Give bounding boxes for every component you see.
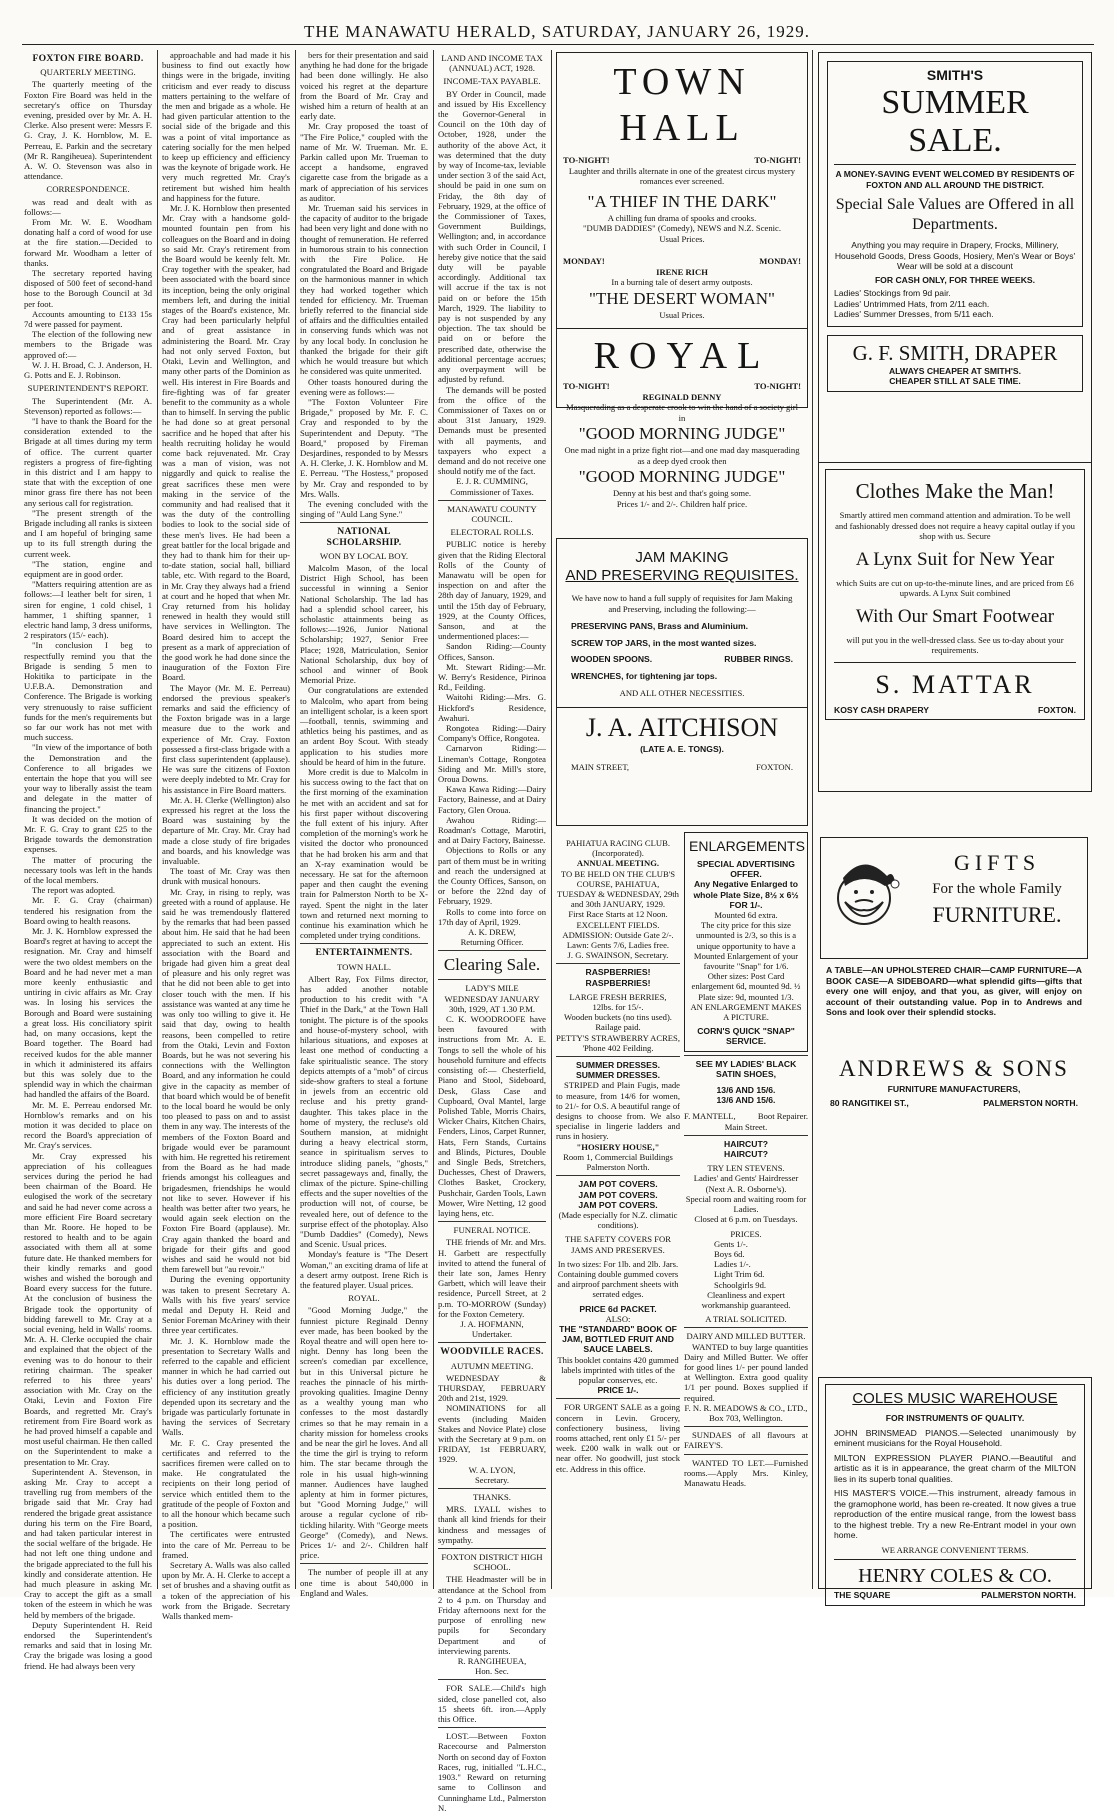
divider xyxy=(684,1135,808,1136)
advert-text: "HOSIERY HOUSE," xyxy=(576,1141,660,1152)
subheadline: SUPERINTENDENT'S REPORT. xyxy=(27,383,149,394)
advert-heading: DAIRY AND MILLED BUTTER. xyxy=(686,1331,806,1342)
paragraph: The toast of Mr. Cray was then drunk with musical honours. xyxy=(162,866,290,887)
monday-label: MONDAY! xyxy=(563,256,605,266)
advert-text: 13/6 AND 15/6. xyxy=(716,1095,776,1106)
divider xyxy=(684,1426,808,1427)
paragraph: Monday's feature is "The Desert Woman," an exciting drama of life at a desert army outpost. Irene Rich is the featured player. Usual prices. xyxy=(300,1249,428,1290)
divider xyxy=(684,1327,808,1328)
town-hall-title: TOWN HALL xyxy=(613,61,751,149)
draper-tagline: ALWAYS CHEAPER AT SMITH'S. xyxy=(888,365,1022,376)
subheadline: WON BY LOCAL BOY. xyxy=(319,550,409,561)
paragraph: was read and dealt with as follows:— xyxy=(24,196,152,217)
signature-title: Undertaker. xyxy=(471,1329,513,1340)
film-title: "GOOD MORNING JUDGE" xyxy=(578,467,786,486)
paragraph: Accounts amounting to £133 15s 7d were passed for payment. xyxy=(24,308,152,330)
column-3 xyxy=(300,50,428,1598)
advert-text: will put you in the well-dressed class. See us to-day about your requirements. xyxy=(846,634,1064,655)
paragraph: Deputy Superintendent H. Reid endorsed the Superintendent's remarks and said that in losing Mr. Cray the brigade was losing a good friend. He had always been very xyxy=(24,1619,152,1671)
advert-text: A TABLE—AN UPHOLSTERED CHAIR—CAMP FURNITURE—A BOOK CASE—A SIDEBOARD—what splendid gifts—gifts that every one will enjoy, and that you, as giver, will enjoy on account of their outstanding value. Pop in to Andrews and Sons and look over their splendid stocks. xyxy=(826,965,1082,1017)
advert-heading: JAM POT COVERS. xyxy=(578,1179,658,1190)
advert-heading: SEE MY LADIES' BLACK SATIN SHOES, xyxy=(695,1058,797,1079)
monday-label: MONDAY! xyxy=(759,256,801,266)
advert-heading: JAM MAKING xyxy=(635,549,729,566)
paragraph: "In conclusion I beg to respectfully remind you that the Brigade is sending 5 men to Hokitika to participate in the U.F.B.A. Demonstration and Conference. The Brigade is working very strenuously to raise sufficient funds for the men's requirements but so far our work has not met with much success. xyxy=(24,640,152,743)
merchant-late: (LATE A. E. TONGS). xyxy=(640,743,724,754)
merchant-street: MAIN STREET, xyxy=(571,762,630,772)
sale-item: Ladies' Untrimmed Hats, from 2/11 each. xyxy=(834,298,990,309)
divider xyxy=(556,1175,680,1176)
paragraph: Rongotea Riding:—Dairy Company's Office, Rongotea. xyxy=(438,723,546,744)
paragraph: Albert Ray, Fox Films director, has added another notable production to his credit with "A Thief in the Dark," at the Town Hall tonight. The picture is of the spooks and house-of-mystery school, with hilarious situations, and exposes at least one method of conducting a fake spiritualistic seance. The story depicts attempts of a "mob" of circus side-show grafters to steal a fortune in jewels from an eccentric old recluse and his pretty grand-daughter. This takes place in the home of mystery, the recluse's old Southern mansion, at midnight during a heavy electrical storm, seance in spiritualism serves to introduce sliding panels, "ghosts," secret passageways and, finally, the climax of the picture. Spine-chilling effects and the super novelties of the production will not, of course, be revealed here, out of defence to the surprise effect of the photoplay. Also "Dumb Daddies" (Comedy), News and Scenic. Usual prices. xyxy=(300,973,428,1250)
merchant-town: PALMERSTON NORTH. xyxy=(983,1098,1078,1109)
divider xyxy=(438,500,546,501)
advert-text: Laughter and thrills alternate in one of the greatest circus mystery romances ever screened. xyxy=(568,165,796,186)
merchant-name: J. A. AITCHISON xyxy=(585,712,779,742)
merchant-town: FOXTON. xyxy=(1037,704,1076,715)
paragraph: Our congratulations are extended to Malcolm, who apart from being an intelligent scholar, is a keen sport—football, tennis, swimming and athletics being his pastimes, and as an ardent Boy Scout. With steady application to his studies more should be heard of him in the future. xyxy=(300,685,428,767)
merchant-town: FOXTON. xyxy=(756,762,793,772)
paragraph: "I have to thank the Board for the consideration extended to the Brigade at all times during my term of office. The current quarter registers a progress of fire-fighting in this district and I am happy to state that with the exception of one minor grass fire there has not been any serious call for registration. xyxy=(24,415,152,508)
merchant-subtitle: Boot Repairer. xyxy=(757,1111,808,1122)
paragraph: Rolls to come into force on 17th day of April, 1929. xyxy=(438,906,546,927)
signature-title: Commissioner of Taxes. xyxy=(450,486,534,497)
advert-text: 13/6 AND 15/6. xyxy=(716,1085,776,1096)
paragraph: The demands will be posted from the office of the Commissioner of Taxes on or about 31st January, 1929. Demands must be presented with all payments, and taxpayers who expect a demand and do not receive one should notify me of the fact. xyxy=(438,384,546,477)
advert-text: In a burning tale of desert army outposts. xyxy=(611,277,753,287)
paragraph: FOR URGENT SALE as a going concern in Levin. Grocery, confectionery business, living rooms attached, rent only £1 5/- per week. £200 walk in walk out or near offer. No goodwill, just stock etc. Address in this office. xyxy=(556,1402,680,1474)
advert-text: HIS MASTER'S VOICE.—This instrument, already famous in the gramophone world, has been re-created. It now gives a true reproduction of the entire musical range, from the lowest bass to the highest treble. Try a new Re-Entrant model in your own home. xyxy=(834,1488,1076,1540)
paragraph: Mr. Trueman said his services in the capacity of auditor to the brigade had been very light and done with no thought of remuneration. He referred in humorous strain to his connection with the Fire Police. He congratulated the Board and Brigade on the harmonious manner in which they had worked together which tended for efficiency. Mr. Trueman briefly referred to the financial side of affairs and the difficulties entailed in conserving funds which was not by any local body. In conclusion he thanked the brigade for their gift which he would treasure but which he considered was quite unmerited. xyxy=(300,203,428,377)
paragraph: Superintendent A. Stevenson, in asking Mr. Cray to accept a travelling rug from members of the brigade said that Mr. Cray had rendered the brigade great assistance during his term on the Fire Board, and had taken particular interest in the social welfare of the brigade. He had not left one thing undone and the brigade appreciated to the full his kindly and considerate attention. He had much pleasure in asking Mr. Cray to accept the gift as a small token of the esteem in which he was held by members of the brigade. xyxy=(24,1466,152,1620)
santa-claus-icon xyxy=(829,852,899,928)
paragraph: "Good Morning Judge," the funniest picture Reginald Denny ever made, has been booked by the Royal theatre and will open here to-night. Denny has long been the screen's comedian par excellence, but in this Universal picture he reaches the pinnacle of his mirth-provoking qualities. Imagine Denny as a wealthy young man who confesses to the most dastardly crimes so that he may remain in a charity mission for homeless crooks and be near the girl he loves. And all the time the girl is trying to reform him. The star became through the role in his usual high-winning manner. Audiences have laughed aplenty at him in former pictures, but "Good Morning Judge," will arouse a regular cyclone of rib-tickling hilarity. With "George meets George" (Comedy), and News. Prices 1/- and 2/-. Children half price. xyxy=(300,1305,428,1561)
jam-making-advert xyxy=(556,538,808,826)
divider xyxy=(438,979,546,980)
paragraph: Mr. J. K. Hornblow made the presentation to Secretary Walls and referred to the capable and efficient manner in which he had carried out his duties over a long period. The efficiency of any institution greatly depended upon its secretary and the brigade was particularly fortunate in having the services of Secretary Walls. xyxy=(162,1335,290,1438)
advert-text: (Made especially for N.Z. climatic conditions). xyxy=(558,1209,678,1231)
advert-text: MILTON EXPRESSION PLAYER PIANO.—Beautiful and artistic as it is in appearance, the great charm of the MILTON lies in its superb tonal qualities. xyxy=(834,1452,1076,1484)
tonight-label: TO-NIGHT! xyxy=(563,381,610,391)
tonight-label: TO-NIGHT! xyxy=(563,155,610,165)
column-rule xyxy=(551,50,552,1589)
advert-heading: JAM POT COVERS. xyxy=(578,1199,658,1210)
paragraph: The matter of procuring the necessary tools was left in the hands of the local members. xyxy=(24,854,152,886)
advert-heading: AND PRESERVING REQUISITES. xyxy=(565,567,799,584)
advert-heading: HAIRCUT? xyxy=(724,1138,768,1149)
advert-text: AN ENLARGEMENT MAKES A PICTURE. xyxy=(690,1001,802,1023)
advert-text: PRICE 1/-. xyxy=(597,1385,639,1396)
store-name: SMITH'S xyxy=(926,67,984,83)
price-item: Schoolgirls 9d. xyxy=(714,1279,767,1290)
advert-text: Wooden buckets (no tins used). Railage paid. xyxy=(564,1012,672,1033)
advert-heading: GIFTS xyxy=(953,850,1041,875)
advert-text: A chilling fun drama of spooks and crooks. xyxy=(607,212,757,223)
paragraph: Secretary A. Walls was also called upon by Mr. A. H. Clerke to accept a set of brushes and a shaving outfit as a token of the appreciation of his work from the Brigade. Secretary Walls thanked mem- xyxy=(162,1560,290,1622)
advert-text: Mounted 6d extra. xyxy=(714,910,778,921)
paragraph: bers for their presentation and said anything he had done for the brigade had been done willingly. He also voiced his regret at the departure from the Board of Mr. Cray and wished him a return of health at an early date. xyxy=(300,50,428,122)
signature-title: Returning Officer. xyxy=(460,937,524,948)
signature-title: Secretary. xyxy=(474,1474,510,1485)
signature: E. J. R. CUMMING, xyxy=(456,476,528,487)
advert-subheading: FOR INSTRUMENTS OF QUALITY. xyxy=(885,1413,1025,1423)
masthead: THE MANAWATU HERALD, SATURDAY, JANUARY 26, 1929. xyxy=(304,22,810,41)
paragraph: Objections to Rolls or any part of them must be in writing and reach the undersigned at the County Offices, Sanson, on or before the 22nd day of February, 1929. xyxy=(438,845,546,907)
star-name: IRENE RICH xyxy=(656,266,708,277)
paragraph: From Mr. W. E. Woodham donating half a cord of wood for use at the fire station.—Decided to forward Mr. Woodham a letter of thanks. xyxy=(24,217,152,268)
advert-text: Closed at 6 p.m. on Tuesdays. xyxy=(694,1214,798,1225)
divider xyxy=(438,1548,546,1549)
paragraph: Mr. Cray, in rising to reply, was greeted with a round of applause. He said he was tremendously flattered by the remarks that had been passed about him. He said that he had been appreciated to such an extent. His association with the Board and brigade had given him a great deal of pleasure and his only regret was that he did not been able to get into closer touch with the men. If his assistance was wanted at any time he was only too willing to give it. He said that day, owing to health reasons, been compelled to retire from the Otaki, Levin and Foxton Boards, but he was not severing his connections with the Wellington Board, and any information he could give in the capacity as member of that board which would be of benefit to the local board he would be only too pleased to pass on and to assist them in any way. The interests of the members of the Foxton Board and brigade would ever be paramount with him. He regretted his retirement from the Board as he had made friends amongst his colleagues and brigadesmen, friendships he would not like to sever. However if his health was better after two years, he would again seek election on the Foxton Fire Board (applause). Mr. Cray again thanked the board and brigade for their gifts and good wishes and said he would not bid them farewell but "au revoir." xyxy=(162,886,290,1275)
sale-body: Anything you may require in Drapery, Frocks, Millinery, Household Goods, Dress Goods, Hosiery, Men's Wear or Boys' Wear will be sold at a discount xyxy=(834,240,1076,271)
clothes-make-the-man-advert xyxy=(818,462,1092,792)
divider xyxy=(438,1727,546,1728)
advert-text: PETTY'S STRAWBERRY ACRES, 'Phone 402 Feilding. xyxy=(556,1032,680,1053)
advert-heading: SUMMER DRESSES. xyxy=(575,1070,661,1081)
advert-heading: With Our Smart Footwear xyxy=(855,605,1055,627)
paragraph: "The Foxton Volunteer Fire Brigade," proposed by Mr. F. C. Cray and responded to by the Superintendent and Deputy. "The Board," proposed by Fireman Desjardines, responded to by Messrs A. H. Clerke, J. K. Hornblow and M. E. Perreau. "The Hostess," proposed by Mr. Cray and responded to by Mrs. Walls. xyxy=(300,396,428,499)
price-item: Ladies 1/-. xyxy=(714,1259,751,1270)
paragraph: "The station, engine and equipment are in good order. xyxy=(24,558,152,579)
subheadline: MANAWATU COUNTY COUNCIL. xyxy=(447,503,537,524)
headline: WOODVILLE RACES. xyxy=(440,1346,544,1358)
advert-heading: COLES MUSIC WAREHOUSE xyxy=(852,1390,1058,1407)
film-title: "A THIEF IN THE DARK" xyxy=(587,191,777,211)
sale-title: SUMMER SALE. xyxy=(881,84,1029,159)
paragraph: During the evening opportunity was taken to present Secretary A. Walls with his five years' service medal and Deputy H. Reid and Senior Foreman McAriney with their three year certificates. xyxy=(162,1274,290,1336)
advert-text: Usual Prices. xyxy=(659,233,705,244)
paragraph: W. J. H. Broad, C. J. Anderson, H. G. Potts and E. J. Robinson. xyxy=(24,359,152,381)
product-line: WRENCHES, for tightening jar tops. xyxy=(571,670,718,681)
advert-text: A TRIAL SOLICITED. xyxy=(705,1314,787,1325)
divider xyxy=(556,963,680,964)
subheadline: THANKS. xyxy=(473,1492,511,1503)
paragraph: LOST.—Between Foxton Racecourse and Palmerston North on second day of Foxton Races, rug, initialled "L.H.C., 1903." Reward on returning same to Collinson and Cunninghame Ltd., Palmerston N. xyxy=(438,1731,546,1813)
paragraph: THE friends of Mr. and Mrs. H. Garbett are respectfully invited to attend the funeral of their late son, James Henry Garbett, which will leave their residence, Purcell Street, at 2 p.m. TO-MORROW (Sunday) for the Foxton Cemetery. xyxy=(438,1237,546,1319)
advert-heading: A Lynx Suit for New Year xyxy=(855,548,1055,570)
paragraph: MRS. LYALL wishes to thank all kind friends for their kindness and messages of sympathy. xyxy=(438,1504,546,1545)
advert-text: 12lbs. for 15/-. xyxy=(592,1002,644,1013)
paragraph: Mr. J. K. Hornblow then presented Mr. Cray with a handsome gold-mounted fountain pen from his colleagues on the Board and in doing so said Mr. Cray's retirement from the Board would be keenly felt. Mr. Cray together with the speaker, had been associated with the board since its inception, being the only original members left, and during the initial stages of the Board's existence, Mr. Cray had been particularly helpful and of great assistance in administering the Board. Mr. Cray had not only served Foxton, but Otaki, Levin and Wellington, and many other parts of the Dominion as well. His interest in Fire Boards and fire-fighting was of far greater benefit to the community as a whole than to himself. In serving the public he had done so at great personal sacrifice and he hoped that after his health recruiting holiday he would come back rejuvenated. Mr. Cray was a man of vision, was not niggardly and quick to realise the great sacrifices these men were making in the service of the community and had realised that it was the duty of the controlling bodies to look to the social side of these men's lives. He had been a great battler for the local brigade and they had to thank him for their up-to-date station, social hall, billiard table, etc. With regard to the Board, in Mr. Cray they always had a friend at court and he hoped that when Mr. Cray returned from his holiday renewed in health they would still have services in Wellington. The Board desired him to accept the present as a mark of appreciation of the good work he had done since the inauguration of the Foxton Fire Board. xyxy=(162,203,290,683)
advert-text: LARGE FRESH BERRIES, xyxy=(569,991,667,1002)
advert-heading: FURNITURE. xyxy=(932,902,1062,927)
paragraph: PUBLIC notice is hereby given that the Riding Electoral Rolls of the County of Manawatu will be open for inspection on and after the 28th day of January, 1929, and until the 15th day of February, 1929, at the County Offices, Sanson, and at the undermentioned places:— xyxy=(438,539,546,642)
paragraph: C. K. WOODROOFE have been favoured with instructions from Mr. A. E. Tongs to sell the whole of his household furniture and effects consisting of:— Chesterfield, Piano and Stool, Sideboard, Desk, Glass Case and Cupboard, Oval Mantel, large Polished Table, Morris Chairs, Wicker Chairs, Kitchen Chairs, Fenders, Linos, Carpet Runner, Hats, Fern Stands, Curtains and Blinds, Pictures, Double and Single Beds, Stretchers, Duchesses, Chest of Drawers, Clothes Basket, Crockery, Pushchair, Garden Tools, Lawn Mower, Wire Netting, 12 good laying hens, etc. xyxy=(438,1014,546,1218)
paragraph: FOR SALE.—Child's high sided, close panelled cot, also 15 sheets 6ft. iron.—Apply this Office. xyxy=(438,1683,546,1725)
advert-text: Special room and waiting room for Ladies. xyxy=(685,1193,807,1215)
paragraph: WANTED TO LET.—Furnished rooms.—Apply Mrs. Kinley, Manawatu Heads. xyxy=(684,1457,808,1488)
advert-text: We have now to hand a full supply of requisites for Jam Making and Preserving, including the following:— xyxy=(571,593,793,614)
advert-heading: SUMMER DRESSES. xyxy=(575,1060,661,1071)
product-line: AND ALL OTHER NECESSITIES. xyxy=(619,688,745,698)
advert-text: Usual Prices. xyxy=(659,309,705,320)
advert-text: Any Negative Enlarged to whole Plate Size, 8½ x 6½ FOR 1/-. xyxy=(693,879,799,910)
advert-text: The city price for this size unmounted is 2/3, so this is a unique opportunity to have a Mounted Enlargement of your favourite "Snap" for 1/6. xyxy=(693,920,799,972)
advert-heading: ANNUAL MEETING. xyxy=(576,858,660,869)
merchant-name: ANDREWS & SONS xyxy=(839,1056,1069,1081)
advert-text: TO BE HELD ON THE CLUB'S COURSE, PAHIATUA, xyxy=(560,868,676,889)
column-rule xyxy=(295,50,296,1589)
advert-text: SPECIAL ADVERTISING OFFER. xyxy=(697,859,795,880)
merchant-town: PALMERSTON NORTH. xyxy=(981,1590,1076,1600)
paragraph: NOMINATIONS for all events (including Maiden Stakes and Novice Plate) close with the Secretary at 9 p.m. on FRIDAY, 1st FEBRUARY, 1929. xyxy=(438,1403,546,1465)
paragraph: The certificates were entrusted into the care of Mr. Perreau to be framed. xyxy=(162,1529,290,1560)
coles-music-advert xyxy=(818,1377,1092,1600)
product-line: WOODEN SPOONS. xyxy=(571,654,653,664)
signature: A. K. DREW, xyxy=(468,927,516,938)
paragraph: Kawa Kawa Riding:—Dairy Factory, Bainesse, and at Dairy Factory, Glen Oroua. xyxy=(438,784,546,815)
headline: ENTERTAINMENTS. xyxy=(315,947,413,959)
column-2 xyxy=(162,50,290,1622)
advert-text: JOHN BRINSMEAD PIANOS.—Selected unanimously by eminent musicians for the Royal Household. xyxy=(834,1427,1076,1448)
advert-heading: Clothes Make the Man! xyxy=(855,479,1055,503)
price-item: Boys 6d. xyxy=(714,1248,745,1259)
advert-text: CORN'S QUICK "SNAP" SERVICE. xyxy=(697,1026,795,1047)
paragraph: Mr. F. C. Cray presented the certificates and referred to the sacrifices firemen were called on to make. He congratulated the recipients on their long period of service which entitled them to the gratitude of the people of Foxton and to all the honour which became such a position. xyxy=(162,1437,290,1530)
classified-column-right xyxy=(684,832,808,1588)
divider xyxy=(556,1398,680,1399)
advert-text: "DUMB DADDIES" (Comedy), NEWS and N.Z. Scenic. xyxy=(583,223,781,233)
signature: W. A. LYON, xyxy=(468,1464,516,1475)
tonight-label: TO-NIGHT! xyxy=(754,155,801,165)
merchant-name: S. MATTAR xyxy=(875,669,1035,699)
paragraph: The number of people ill at any one time is about 540,000 in England and Wales. xyxy=(300,1567,428,1598)
advert-text: THE "STANDARD" BOOK OF JAM, BOTTLED FRUIT AND SAUCE LABELS. xyxy=(559,1323,677,1355)
sale-special: Special Sale Values are Offered in all Departments. xyxy=(835,196,1075,233)
column-1 xyxy=(24,50,152,1671)
masthead-rule xyxy=(22,44,1094,45)
paragraph: It was decided on the motion of Mr. F. G. Cray to grant £25 to the Brigade towards the demonstration expenses. xyxy=(24,813,152,855)
advert-subheading: For the whole Family xyxy=(932,881,1062,897)
advert-heading: ENLARGEMENTS xyxy=(689,838,805,854)
paragraph: BY Order in Council, made and issued by His Excellency the Governor-General in Council on the 10th day of October, 1928, under the authority of the above Act, it was determined that the duty by way of Income-tax, leviable under section 3 of the said Act, should be paid in one sum on Friday, the 8th day of February, 1929, at the office of the Commissioner of Taxes, Government Buildings, Wellington; and, in accordance with such Order in Council, I hereby give notice that the said duty will be payable accordingly. Additional tax will accrue if the tax is not paid on or before the 15th March, 1929. The liability to pay is not suspended by any objection. The tax should be paid on or before the prescribed date, otherwise the additional percentage accrues; any overpayment will be adjusted by refund. xyxy=(438,88,546,385)
divider xyxy=(684,1055,808,1056)
paragraph: Mr. Cray proposed the toast of "The Fire Police," coupled with the name of Mr. W. Trueman. Mr. E. Parkin called upon Mr. Trueman to accept a handsome, engraved cigarette case from the brigade as a mark of appreciation of his services as auditor. xyxy=(300,121,428,203)
paragraph: WANTED to buy large quantities Dairy and Milled Butter. We offer for good lines 1/- per pound landed at Wellington. Extra good quality 1/1 per pound. Boxes supplied if required. xyxy=(684,1341,808,1403)
subheadline: ELECTORAL ROLLS. xyxy=(450,527,534,538)
merchant-name: HENRY COLES & CO. xyxy=(858,1565,1052,1587)
enlargements-advert xyxy=(684,832,808,1052)
advert-text: PRICE 6d PACKET. xyxy=(579,1303,657,1314)
product-line: RUBBER RINGS. xyxy=(724,654,793,664)
divider xyxy=(300,943,428,944)
signature: J. A. HOFMANN, xyxy=(460,1318,524,1329)
smiths-summer-sale-advert xyxy=(818,52,1092,470)
merchant-address: 80 RANGITIKEI ST., xyxy=(830,1098,909,1109)
divider xyxy=(438,1488,546,1489)
merchant-tagline: KOSY CASH DRAPERY xyxy=(834,704,930,715)
subheadline: ROYAL. xyxy=(348,1293,380,1304)
advert-text: Masquerading as a desperate crook to win the hand of a society girl in xyxy=(566,402,798,423)
advert-text: Smartly attired men command attention and admiration. To be well and fashionably dressed does not require a heavy capital outlay if you shop with us. Secure xyxy=(835,510,1075,541)
paragraph: Awahou Riding:—Roadman's Cottage, Marotiri, and at Dairy Factory, Bainesse. xyxy=(438,814,546,846)
subheadline: TOWN HALL. xyxy=(336,961,392,972)
merchant-address: Main Street. xyxy=(724,1121,768,1132)
subheadline: LAND AND INCOME TAX (ANNUAL) ACT, 1928. xyxy=(441,53,543,74)
signature-title: Hon. Sec. xyxy=(475,1666,509,1677)
paragraph: Malcolm Mason, of the local District High School, has been successful in winning a Senior National Scholarship. The lad has had a splendid school career, his scholastic attainments being as follows:—1926, Junior National Scholarship; 1927, Senior Free Place; 1928, Matriculation, Senior National Scholarship, dux boy of school and winner of Book Memorial Prize. xyxy=(300,562,428,686)
subheadline: QUARTERLY MEETING. xyxy=(40,67,136,78)
paragraph: Mr. A. H. Clerke (Wellington) also expressed his regret at the loss the Board was sustaining by the departure of Mr. Cray. Mr. Cray had made a close study of fire brigades and boards, and his knowledge was invaluable. xyxy=(162,794,290,867)
price-item: Light Trim 6d. xyxy=(714,1269,765,1280)
divider xyxy=(438,1342,546,1343)
draper-name: G. F. SMITH, DRAPER xyxy=(852,340,1058,365)
film-title: "GOOD MORNING JUDGE" xyxy=(578,424,786,443)
divider xyxy=(556,1056,680,1057)
classified-column-left xyxy=(556,838,680,1588)
paragraph: "The present strength of the Brigade including all ranks is sixteen and I am hopeful of bringing same up to its full strength during the current week. xyxy=(24,507,152,559)
advert-text: Prices 1/- and 2/-. Children half price. xyxy=(616,498,748,509)
draper-tagline: CHEAPER STILL AT SALE TIME. xyxy=(889,376,1021,386)
paragraph: Other toasts honoured during the evening were as follows:— xyxy=(300,376,428,397)
advert-text: One mad night in a prize fight riot—and one mad day masquerading as a deep dyed crook then xyxy=(564,445,800,466)
advert-text: Ladies' and Gents' Hairdresser (Next A. R. Osborne's). xyxy=(693,1173,799,1194)
paragraph: The quarterly meeting of the Foxton Fire Board was held in the secretary's office on Thursday evening, presided over by Mr. A. H. Clerke. Also present were: Messrs F. G. Cray, J. K. Hornblow, M. E. Perreau, E. Parkin and the secretary (Mr R. Rangiheuea). Superintendent A. W. O. Stevenson was also in attendance. xyxy=(24,79,152,182)
paragraph: Mr. Cray expressed his appreciation of his colleagues services during the period he had been chairman of the Board. He eulogised the work of the secretary and said he had never come across a more efficient Fire Board secretary than Mr. Roore. He hoped to be restored to health and to be again associated with them all at some future date. He thanked members for their kindly remarks and good wishes and wished the borough and Board every success for the future. At the conclusion of business the Brigade took the opportunity of bidding farewell to Mr. Cray at a social evening, held in Walls' rooms. Mr. A. H. Clerke occupied the chair and explained that the object of the evening was to do honour to their retiring chairman. The speaker referred to his three years' association with Mr. Cray on the Otaki, Levin and Foxton Fire Boards, and regretted Mr. Cray's retirement from Fire Board work as he had proved himself a capable and most useful chairman. He then called on the Superintendent to make a presentation to Mr. Cray. xyxy=(24,1150,152,1467)
divider xyxy=(438,1679,546,1680)
subheadline: FOXTON DISTRICT HIGH SCHOOL. xyxy=(441,1552,543,1573)
divider xyxy=(438,1221,546,1222)
paragraph: "In view of the importance of both the Demonstration and the Conference to all brigades we entertain the hope that you will see your way to liberally assist the team and delegate in the matter of financing the project." xyxy=(24,742,152,814)
paragraph: THE Headmaster will be in attendance at the School from 2 to 4 p.m. on Thursday and Friday afternoons next for the purpose of enrolling new pupils for Secondary Department and of interviewing parents. xyxy=(438,1574,546,1656)
advert-text: Other sizes: Post Card enlargement 6d, mounted 9d. ½ Plate size: 9d, mounted 1/3. xyxy=(691,971,801,1002)
paragraph: SUNDAES of all flavours at FAIREY'S. xyxy=(684,1430,808,1451)
paragraph: Sandon Riding:—County Offices, Sanson. xyxy=(438,641,546,662)
column-rule xyxy=(812,50,813,1589)
advert-text: PAHIATUA RACING CLUB. (Incorporated). xyxy=(565,838,670,859)
paragraph: WEDNESDAY & THURSDAY, FEBRUARY 20th and 21st, 1929. xyxy=(438,1372,546,1404)
advert-text: This booklet contains 420 gummed labels imprinted with titles of the popular conserves, etc. xyxy=(557,1354,679,1385)
sale-item: Ladies' Summer Dresses, from 5/11 each. xyxy=(834,309,994,319)
advert-heading: RASPBERRIES! RASPBERRIES! xyxy=(585,967,651,988)
paragraph: More credit is due to Malcolm in his success owing to the fact that on the first morning of the examination he met with an accident and sat for his first paper without discovering the full extent of his injury. After completion of the morning's work he visited the doctor who pronounced that he had broken his arm and that an X-ray examination would be necessary. He sat for the afternoon paper and then caught the evening train for Palmerston North to be X-rayed. Spent the night in the later town and returned next morning to continue his examination which he completed under trying conditions. xyxy=(300,767,428,941)
paragraph: Waitohi Riding:—Mrs. G. Hickford's Residence, Awahuri. xyxy=(438,692,546,723)
subheadline: CORRESPONDENCE. xyxy=(46,184,130,195)
clearing-sale-date: LADY'S MILE WEDNESDAY JANUARY 30th, 1929, AT 1.30 P.M. xyxy=(444,983,540,1014)
price-item: Gents 1/-. xyxy=(714,1238,748,1249)
royal-title: ROYAL xyxy=(593,335,771,377)
sale-subtitle: A MONEY-SAVING EVENT WELCOMED BY RESIDENTS OF FOXTON AND ALL AROUND THE DISTRICT. xyxy=(835,169,1075,190)
film-title: "THE DESERT WOMAN" xyxy=(588,288,775,308)
column-rule xyxy=(433,50,434,1589)
town-hall-advert xyxy=(556,52,808,509)
advert-heading: JAM POT COVERS. xyxy=(578,1189,658,1200)
paragraph: The secretary reported having disposed of 500 feet of second-hand hose to the Borough Council at 3d per foot. xyxy=(24,268,152,309)
paragraph: Carnarvon Riding:—Lineman's Cottage, Rongotea Siding and Mr. Mill's store, Oroua Downs. xyxy=(438,743,546,785)
advert-text: F. N. R. MEADOWS & CO., LTD., Box 703, Wellington. xyxy=(684,1402,808,1423)
paragraph: Mt. Stewart Riding:—Mr. W. Berry's Residence, Pirinoa Rd., Feilding. xyxy=(438,661,546,693)
paragraph: The report was adopted. xyxy=(32,885,116,896)
divider xyxy=(300,522,428,523)
merchant-subtitle: FURNITURE MANUFACTURERS, xyxy=(887,1084,1021,1094)
sale-item: Ladies' Stockings from 9d pair. xyxy=(834,288,951,298)
paragraph: STRIPED and Plain Fugis, made to measure, from 14/6 for women, to 21/- for O.S. A beautiful range of designs to choose from. We also specialise in lingerie ladders and runs in hosiery. xyxy=(556,1080,680,1142)
advert-text: Containing double gummed covers and airproof parchment sheets with serrated edges. xyxy=(557,1268,679,1300)
subheadline: AUTUMN MEETING. xyxy=(450,1360,534,1371)
product-line: SCREW TOP JARS, in the most wanted sizes. xyxy=(571,637,757,648)
signature: R. RANGIHEUEA, xyxy=(457,1656,527,1667)
merchant-address: THE SQUARE xyxy=(834,1590,891,1600)
advert-text: Room 1, Commercial Buildings Palmerston North. xyxy=(563,1151,673,1173)
subheadline: FUNERAL NOTICE. xyxy=(453,1225,531,1236)
subheadline: INCOME-TAX PAYABLE. xyxy=(443,76,541,87)
advert-text: WE ARRANGE CONVENIENT TERMS. xyxy=(881,1544,1029,1555)
merchant-name: F. MANTELL, xyxy=(684,1111,736,1122)
paragraph: The Mayor (Mr. M. E. Perreau) endorsed the previous speaker's remarks and said the efficiency of the Foxton brigade was in a large measure due to the work and experience of Mr. Cray. Foxton possessed a first-class brigade with a first class superintendent (applause). He was sure the citizens of Foxton were deeply indebted to Mr. Cray for his assistance in Fire Board matters. xyxy=(162,682,290,795)
andrews-sons-advert xyxy=(818,1050,1090,1370)
divider xyxy=(300,1563,428,1564)
paragraph: The evening concluded with the singing of "Auld Lang Syne." xyxy=(300,498,428,520)
signature: J. G. SWAINSON, Secretary. xyxy=(567,950,669,961)
headline: NATIONAL SCHOLARSHIP. xyxy=(326,526,402,548)
product-line: PRESERVING PANS, Brass and Aluminium. xyxy=(571,621,749,631)
advert-text: TUESDAY & WEDNESDAY, 29th and 30th JANUARY, 1929. xyxy=(557,889,679,910)
paragraph: Mr. M. E. Perreau endorsed Mr. Hornblow's remarks and on his motion it was decided to place on record the Board's appreciation of Mr. Cray's services. xyxy=(24,1099,152,1151)
advert-text: which Suits are cut on up-to-the-minute lines, and are priced from £6 upwards. A Lynx Suit combined xyxy=(836,577,1074,598)
advert-text: ALSO: xyxy=(605,1313,631,1324)
paragraph: Mr. J. K. Hornblow expressed the Board's regret at having to accept the resignation. Mr. Cray and himself were the two oldest members on the Board and he had never met a man more keenly enthusiastic and untiring in civic affairs as Mr. Cray was. In losing his services the Borough and Board were sustaining a great loss. His conciliatory spirit had, on many occasions, kept the Board together. The Board had received kudos for the able manner in which it administered its affairs but this was solely due to the splendid way in which the chairman had handled the affairs of the Board. xyxy=(24,926,152,1100)
tonight-label: TO-NIGHT! xyxy=(754,381,801,391)
divider xyxy=(438,950,546,951)
clearing-sale-title: Clearing Sale. xyxy=(443,955,541,975)
advert-text: TRY LEN STEVENS. xyxy=(707,1163,785,1174)
advert-text: THE SAFETY COVERS FOR JAMS AND PRESERVES. xyxy=(565,1234,671,1255)
advert-heading: HAIRCUT? xyxy=(724,1149,768,1160)
star-name: REGINALD DENNY xyxy=(642,391,722,402)
column-4 xyxy=(438,50,546,1813)
paragraph: The election of the following new members to the Brigade was approved of:— xyxy=(24,329,152,360)
advert-text: First Race Starts at 12 Noon. EXCELLENT FIELDS. ADMISSION: Outside Gate 2/-. Lawn: Gents 7/6, Ladies free. xyxy=(562,909,674,951)
sale-cash: FOR CASH ONLY, FOR THREE WEEKS. xyxy=(874,274,1036,285)
advert-text: In two sizes: For 1lb. and 2lb. Jars. xyxy=(557,1258,679,1269)
paragraph: "Matters requiring attention are as follows:—I leather belt for siren, 1 siren for engine, 1 cold chisel, 1 hammer, 1 shifting spanner, 1 electric hand lamp, 3 dress uniforms, 2 respirators (15/- each). xyxy=(24,579,152,641)
advert-text: PRICES. xyxy=(730,1228,762,1239)
divider xyxy=(684,1454,808,1455)
column-rule xyxy=(157,50,158,1589)
gifts-advert xyxy=(818,835,1090,1043)
paragraph: approachable and had made it his business to find out exactly how things were in the brigade, inviting criticism and ever ready to discuss matters pertaining to the welfare of the men and brigade as a whole. He had given particular attention to the social side of the brigade and this was a point of vital importance as catering socially for the men helped to keep up efficiency and efficiency was the keynote of brigade work. He very much regretted Mr. Cray's retirement but wished him health and happiness for the future. xyxy=(162,50,290,203)
advert-text: Denny at his best and that's going some. xyxy=(612,488,752,498)
paragraph: The Superintendent (Mr. A. Stevenson) reported as follows:— xyxy=(24,395,152,416)
advert-text: Cleanliness and expert workmanship guaranteed. xyxy=(701,1289,791,1310)
headline: FOXTON FIRE BOARD. xyxy=(32,53,144,64)
paragraph: Mr. F. G. Cray (chairman) tendered his resignation from the Board owing to health reasons. xyxy=(24,895,152,926)
